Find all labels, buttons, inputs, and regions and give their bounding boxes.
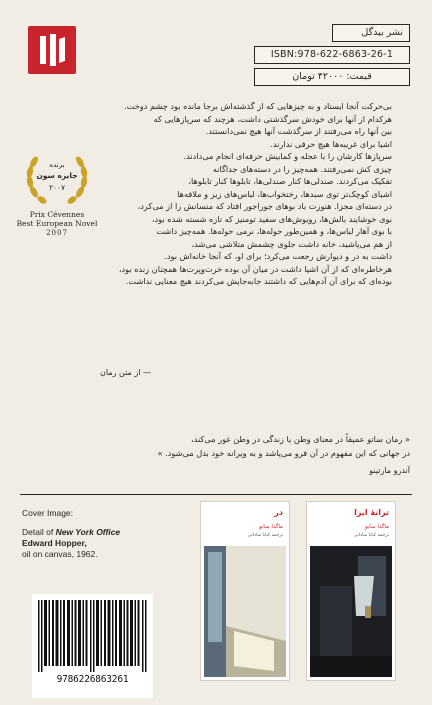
publisher-name-box — [332, 24, 410, 42]
quote-line: در جهانی که این مفهوم در آن فرو می‌پاشد و به ویرانه خود بدل می‌شود. » — [157, 448, 410, 458]
book-title: ترانهٔ ایرا — [354, 508, 389, 517]
publisher-name: نشر بیدگل — [361, 27, 403, 39]
excerpt-line: بی‌حرکت آنجا ایستاد و به چیزهایی که از گذشته‌اش برجا مانده بود چشم دوخت. — [124, 101, 392, 111]
excerpt-line: هرخاطره‌ای که از آن اشیا داشت در میان آن بوده خرت‌وپرت‌ها همچنان زنده بود، — [118, 263, 392, 274]
painting-title: New York Office — [55, 527, 121, 537]
quote-author: آندرو مارتینو — [369, 466, 410, 475]
award-name: Prix Cévennes — [29, 210, 85, 219]
book-author: ماگدا سابو — [258, 524, 283, 530]
book-title: در — [274, 508, 283, 517]
logo-mark-center — [50, 34, 56, 66]
award-badge — [14, 152, 100, 237]
excerpt-line: با بوی آهار لباس‌ها، و همین‌طور حوله‌ها، نرمی حوله‌ها. همه‌چیز داشت — [156, 226, 392, 236]
excerpt-line: در دسته‌ای مجزا. هنوزت باد بوهای جوراجور افتاد که منسانش را از می‌کرد، — [137, 201, 392, 211]
award-year-label: ۲۰۰۷ — [48, 183, 66, 192]
excerpt-line: بوی خوشایند بالش‌ها، رویوش‌های سفید تومنیز که تازه شسته شده بود، — [151, 213, 392, 224]
award-prize-label: جایزه سون — [36, 171, 78, 180]
book-translator: ترجمه کیانا ساداتی — [353, 533, 389, 538]
excerpt-credit: — از متن رمان — [100, 368, 151, 377]
book-header-band — [201, 502, 289, 546]
excerpt-line: تفکیک می‌کردند. صندلی‌ها کنار صندلی‌ها، تابلوها کنار تابلوها، — [188, 176, 392, 186]
book-translator: ترجمه کیانا ساداتی — [247, 533, 283, 538]
related-book-cover — [307, 502, 395, 680]
award-subtitle: Best European Novel — [16, 219, 98, 228]
excerpt-line: اشیای کوچک‌تر توی سبدها، رختخواب‌ها، لباس‌های زیر و ملافه‌ها — [177, 188, 392, 199]
excerpt-line: بوده‌ای که برای آن آدم‌هایی که داشتند جابه‌جایش می‌کردند هیچ معنایی نداشت. — [125, 276, 392, 286]
isbn-barcode — [32, 594, 153, 698]
quote-line: « رمان ساتو عمیقاً در معنای وطن یا زندگی در وطن غور می‌کند، — [191, 434, 410, 444]
cover-image-credit — [22, 508, 162, 560]
section-divider — [20, 494, 412, 495]
price-box — [254, 68, 410, 86]
excerpt-line: داشت به در و دیوارش رجعت می‌کرد؛ برای او، که آنجا خانه‌اش بود. — [164, 251, 392, 261]
barcode-digits: 9786226863261 — [56, 674, 129, 685]
excerpt-line: بین آنها راه می‌رفتند از سرگذشت آنها هیچ نمی‌دانستند. — [205, 126, 392, 136]
book-header-band — [307, 502, 395, 546]
publication-info — [254, 24, 410, 90]
excerpt-line: سرپازها کارشان را با عجله و کمابیش حرفه‌ای انجام می‌دادند. — [183, 151, 392, 161]
award-date: 2007 — [46, 229, 68, 237]
logo-mark-right — [59, 37, 65, 63]
novel-excerpt — [100, 100, 392, 288]
excerpt-line: هرکدام از آنها برای خودش سرگذشتی داشت، هرچند که سرپازهایی که — [153, 113, 392, 124]
logo-mark-left — [40, 36, 46, 64]
barcode-icon — [38, 600, 147, 672]
cover-image-heading: Cover Image: — [22, 508, 74, 518]
cover-painting-image — [310, 546, 392, 677]
cover-detail-prefix: Detail of — [22, 527, 54, 537]
award-winner-label: برنده — [49, 161, 65, 169]
book-author: ماگدا سابو — [364, 524, 389, 530]
excerpt-line: چیزی کش نمی‌رفتند. همه‌چیز را در دسته‌های جداگانه — [212, 163, 392, 174]
related-book-cover — [201, 502, 289, 680]
cover-painting-image — [204, 546, 286, 677]
excerpt-line: اشیا برای غریبه‌ها هیچ حرفی ندارند. — [270, 138, 392, 149]
review-quote — [22, 432, 410, 460]
excerpt-line: از هم می‌پاشید، خانه داشت جلوی چشمش متلاشی می‌شد، — [191, 238, 392, 249]
publisher-logo — [28, 26, 76, 74]
isbn-box — [254, 46, 410, 64]
painting-medium: oil on canvas, 1962. — [22, 549, 98, 559]
price-label: قیمت: ۴۲۰۰۰ تومان — [292, 71, 372, 83]
isbn-number: ISBN:978-622-6863-26-1 — [270, 49, 394, 61]
artist-name: Edward Hopper, — [22, 538, 87, 548]
